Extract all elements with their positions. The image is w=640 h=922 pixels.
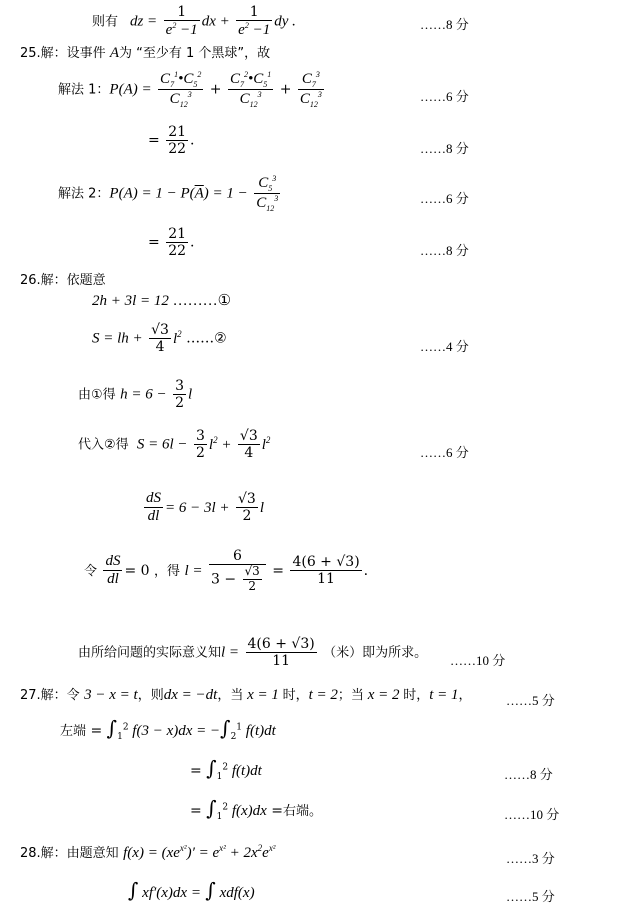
q25-result1: = $\frac{21}{22}$ . (148, 124, 195, 158)
score-1: ……8 分 (420, 17, 469, 32)
q27-step3: = $\int_1^2$ f(x)dx =右端。 (190, 796, 323, 822)
q28-step: ∫ xf′(x)dx = ∫ xdf(x) (128, 878, 255, 902)
q26-deriv: $\frac{dS}{dl}$ = 6 − 3l + $\frac{√3}{2}$ l (146, 490, 264, 525)
q27-step2: = $\int_1^2$ f(t)dt (190, 756, 262, 782)
q25-method2: 解法 2：$P(A) = 1 - P(\overline{A}) = 1$ − $\frac{C_5^3}{C_{12}^3}$ (58, 174, 279, 214)
q27-sub: 27.解：令 3 − x = t，则dx = −dt，当 x = 1 时，t = 2；当 x = 2 时，t = 1， (20, 687, 472, 703)
q26-solve: 令 $\frac{dS}{dl}$ = 0 ，得 l = 6 3 − $\frac{√3}{2}$ = $\frac{4(6 + √3)}{11}$ . (84, 548, 369, 593)
q26-h: 由①得 h = 6 − $\frac{3}{2}$ l (78, 378, 193, 412)
score-4: ……6 分 (420, 191, 469, 206)
score-5: ……8 分 (420, 243, 469, 258)
score-9: ……5 分 (506, 693, 555, 708)
score-2: ……6 分 (420, 89, 469, 104)
score-7: ……6 分 (420, 445, 469, 460)
q27-lhs: 左端 = $\int_1^2$ $f(3 - x)dx = -\int_2^1$ f(t)dt (60, 716, 276, 742)
q26-intro: 26.解：依题意 (20, 273, 106, 288)
score-13: ……5 分 (506, 889, 555, 904)
score-11: ……10 分 (504, 807, 560, 822)
q26-conclusion: 由所给问题的实际意义知l = $\frac{4(6 + √3)}{11}$ （米）即为所求。 (78, 636, 428, 670)
q25-method1: 解法 1：P(A) = $\frac{C_7^1•C_5^2}{C_{12}^3}$ + $\frac{C_7^2•C_5^1}{C_{12}^3}$ + $\frac{C_7^3}{C_{12}^3}$ (58, 70, 322, 110)
q25-intro: 25.解：设事件 A为 “至少有 1 个黑球”，故 (20, 45, 271, 61)
q26-S: 代入②得 S = 6l − $\frac{3}{2}$ $l^2$ + $\frac{√3}{4}$ $l^2$ (78, 428, 271, 462)
score-10: ……8 分 (504, 767, 553, 782)
q25-result2: = $\frac{21}{22}$ . (148, 226, 195, 260)
q26-eq1: 2h + 3l = 12 ………① (92, 293, 232, 309)
score-3: ……8 分 (420, 141, 469, 156)
q28-intro: 28.解：由题意知 $f(x) = (xe^{x^2})' = e^{x^2} + 2x^2e^{x^2}$ (20, 843, 276, 861)
score-6: ……4 分 (420, 339, 469, 354)
line-1: 则有 dz = $\frac{1}{e^2 -1}$ dx + $\frac{1}{e^2 -1}$ dy . (92, 4, 296, 39)
score-8: ……10 分 (450, 653, 506, 668)
q26-eq2: S = lh + $\frac{√3}{4}$ $l^2$ ……② (92, 322, 227, 356)
score-12: ……3 分 (506, 851, 555, 866)
